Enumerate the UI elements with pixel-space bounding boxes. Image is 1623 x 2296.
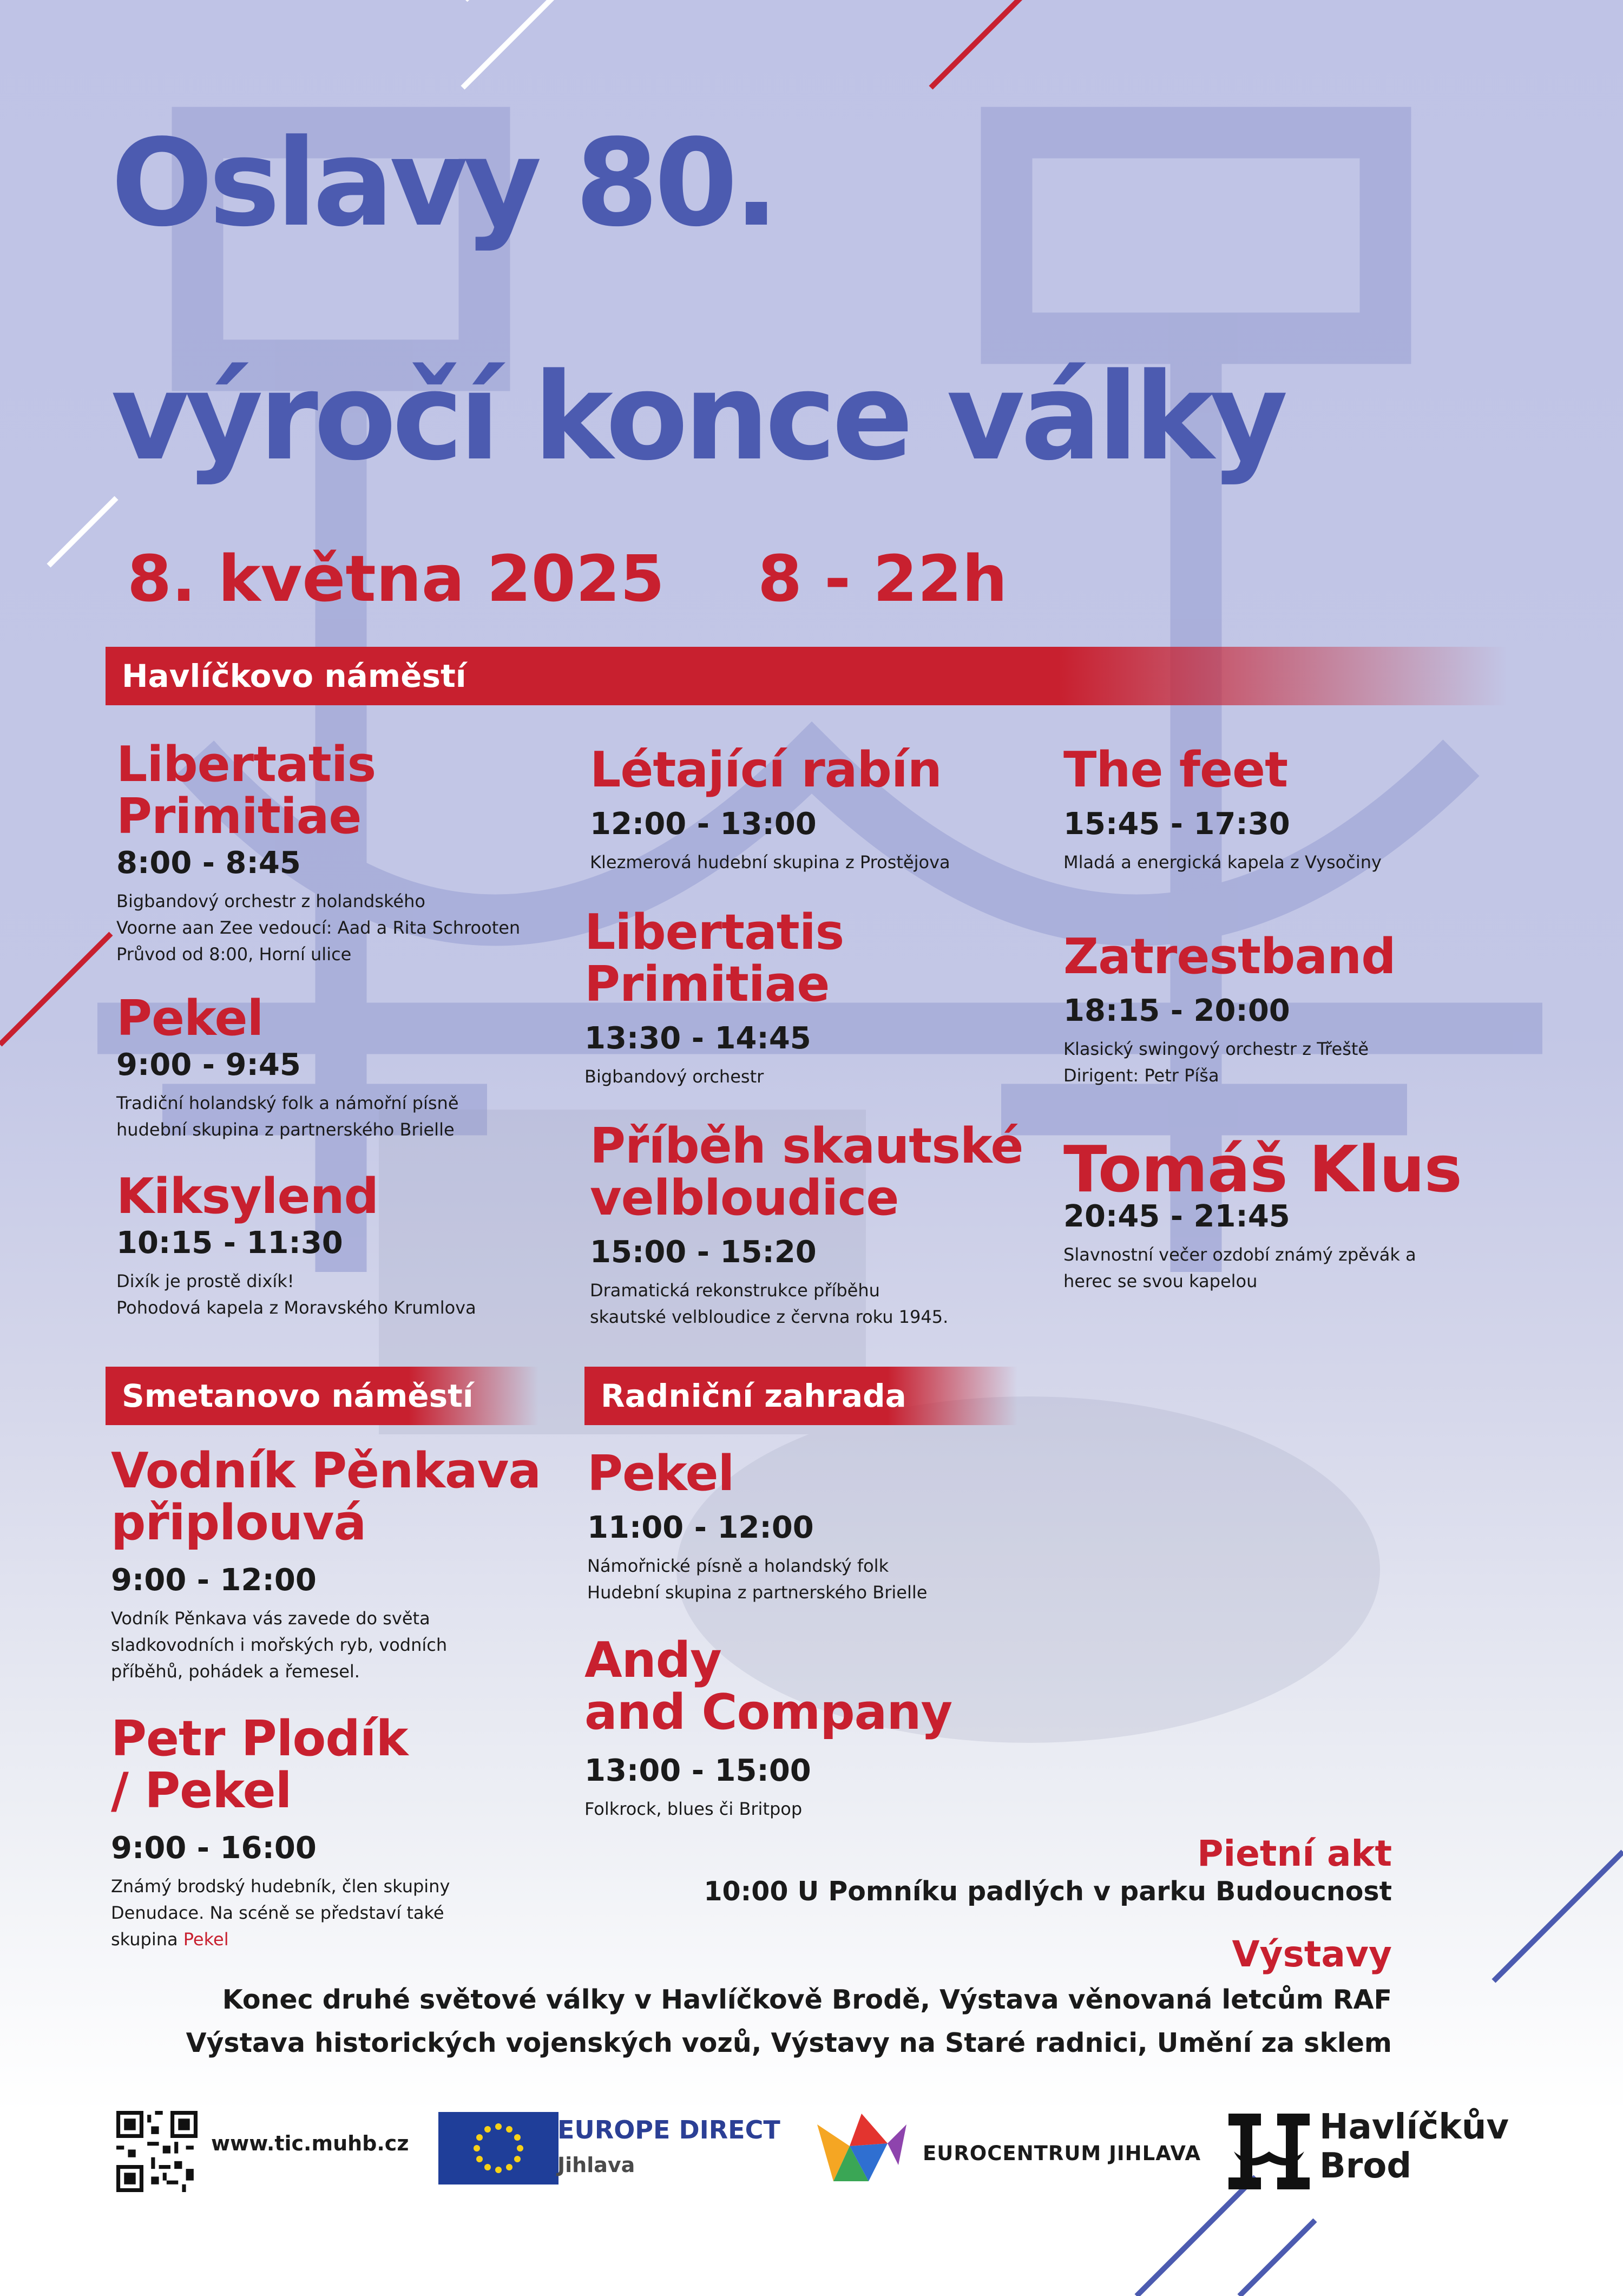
event-description: Klezmerová hudební skupina z Prostějova xyxy=(590,852,950,873)
event-time: 8:00 - 8:45 xyxy=(116,845,301,881)
event-card xyxy=(1063,928,1507,1089)
title-line-1: Oslavy 80. xyxy=(111,114,775,253)
event-description: Bigbandový orchestr xyxy=(584,1066,764,1087)
event-name: The feet xyxy=(1063,742,1288,798)
event-time: 15:45 - 17:30 xyxy=(1063,806,1290,842)
event-description: Dramatická rekonstrukce příběhu skautské velbloudice z června roku 1945. xyxy=(590,1280,949,1327)
event-name: Pekel xyxy=(116,990,264,1047)
event-time: 10:15 - 11:30 xyxy=(116,1225,343,1261)
event-name: Petr Plodík / Pekel xyxy=(111,1710,408,1819)
vystavy-line: Konec druhé světové války v Havlíčkově Brodě, Výstava věnovaná letcům RAF xyxy=(222,1984,1392,2015)
vystavy-heading: Výstavy xyxy=(1232,1933,1392,1975)
event-name: Příběh skautské velbloudice xyxy=(590,1118,1023,1226)
event-name: Vodník Pěnkava připlouvá xyxy=(111,1442,541,1551)
event-card xyxy=(116,990,560,1143)
event-name: Létající rabín xyxy=(590,742,942,798)
event-description: Mladá a energická kapela z Vysočiny xyxy=(1063,852,1382,873)
eu-flag-icon xyxy=(438,2112,558,2185)
event-description: Folkrock, blues či Britpop xyxy=(584,1799,803,1819)
havlickuv-brod-logo-icon xyxy=(1228,2114,1310,2189)
event-name: Pekel xyxy=(587,1445,734,1502)
title-line-2: výročí konce války xyxy=(111,347,1284,487)
event-time: 11:00 - 12:00 xyxy=(587,1510,814,1545)
vystavy-line: Výstava historických vojenských vozů, Výstavy na Staré radnici, Umění za sklem xyxy=(186,2028,1392,2058)
event-description: Vodník Pěnkava vás zavede do světa sladkovodních i mořských ryb, vodních příběhů, pohádek a řemesel. xyxy=(111,1608,448,1682)
event-time: 9:00 - 12:00 xyxy=(111,1563,317,1598)
venue-banner-smetanovo: Smetanovo náměstí xyxy=(106,1367,538,1425)
venue-banner-radnicni: Radniční zahrada xyxy=(584,1367,1017,1425)
city-name-line-2: Brod xyxy=(1319,2146,1412,2186)
event-time: 12:00 - 13:00 xyxy=(590,806,817,842)
event-name: Libertatis Primitiae xyxy=(584,904,844,1013)
highlight-band-name: Pekel xyxy=(183,1929,229,1950)
event-card xyxy=(587,1445,1031,1606)
venue-banner-havlickovo: Havlíčkovo náměstí xyxy=(106,647,1507,705)
event-card xyxy=(590,744,1034,876)
event-card xyxy=(116,736,560,968)
event-card xyxy=(1063,744,1507,876)
event-time: 13:00 - 15:00 xyxy=(584,1753,811,1788)
event-card xyxy=(590,1120,1034,1330)
event-name: Andy and Company xyxy=(584,1632,952,1741)
event-time: 9:00 - 16:00 xyxy=(111,1831,317,1866)
event-time: 18:15 - 20:00 xyxy=(1063,993,1290,1028)
event-name: Kiksylend xyxy=(116,1168,379,1225)
event-time: 9:00 - 9:45 xyxy=(116,1047,301,1083)
event-name: Zatrestband xyxy=(1063,928,1396,985)
event-time: 20:45 - 21:45 xyxy=(1063,1199,1290,1234)
europe-direct-title: EUROPE DIRECT xyxy=(557,2115,780,2144)
event-time: 13:30 - 14:45 xyxy=(584,1021,811,1056)
event-card xyxy=(116,1168,560,1321)
event-description: Známý brodský hudebník, člen skupiny Denudace. Na scéně se představí také skupina Pekel xyxy=(111,1876,450,1950)
event-card xyxy=(584,1632,1028,1822)
event-name: Tomáš Klus xyxy=(1063,1132,1462,1206)
event-card xyxy=(584,904,1028,1090)
event-description: Námořnické písně a holandský folk Hudební skupina z partnerského Brielle xyxy=(587,1556,928,1603)
event-description: Tradiční holandský folk a námořní písně hudební skupina z partnerského Brielle xyxy=(116,1093,459,1140)
eurocentrum-name: EUROCENTRUM JIHLAVA xyxy=(923,2142,1201,2165)
europe-direct-city: Jihlava xyxy=(557,2153,635,2177)
event-card xyxy=(111,1442,555,1685)
event-description: Slavnostní večer ozdobí známý zpěvák a herec se svou kapelou xyxy=(1063,1244,1416,1291)
event-time: 15:00 - 15:20 xyxy=(590,1235,817,1270)
website-link[interactable]: www.tic.muhb.cz xyxy=(211,2131,409,2155)
event-card xyxy=(111,1710,555,1953)
eurocentrum-logo-icon xyxy=(817,2114,906,2184)
qr-code-icon xyxy=(116,2111,198,2192)
city-name-line-1: Havlíčkův xyxy=(1319,2107,1509,2147)
pietni-line: 10:00 U Pomníku padlých v parku Budoucnost xyxy=(704,1876,1392,1907)
event-card xyxy=(1063,1132,1507,1295)
event-name: Libertatis Primitiae xyxy=(116,736,376,845)
pietni-heading: Pietní akt xyxy=(1197,1833,1392,1874)
event-description: Dixík je prostě dixík! Pohodová kapela z Moravského Krumlova xyxy=(116,1271,476,1318)
event-description: Bigbandový orchestr z holandského Voorne aan Zee vedoucí: Aad a Rita Schrooten Průvod od 8:00, Horní ulice xyxy=(116,891,521,965)
event-description: Klasický swingový orchestr z Třeště Dirigent: Petr Píša xyxy=(1063,1039,1369,1086)
event-date: 8. května 2025 xyxy=(127,541,665,616)
event-hours: 8 - 22h xyxy=(758,541,1008,616)
